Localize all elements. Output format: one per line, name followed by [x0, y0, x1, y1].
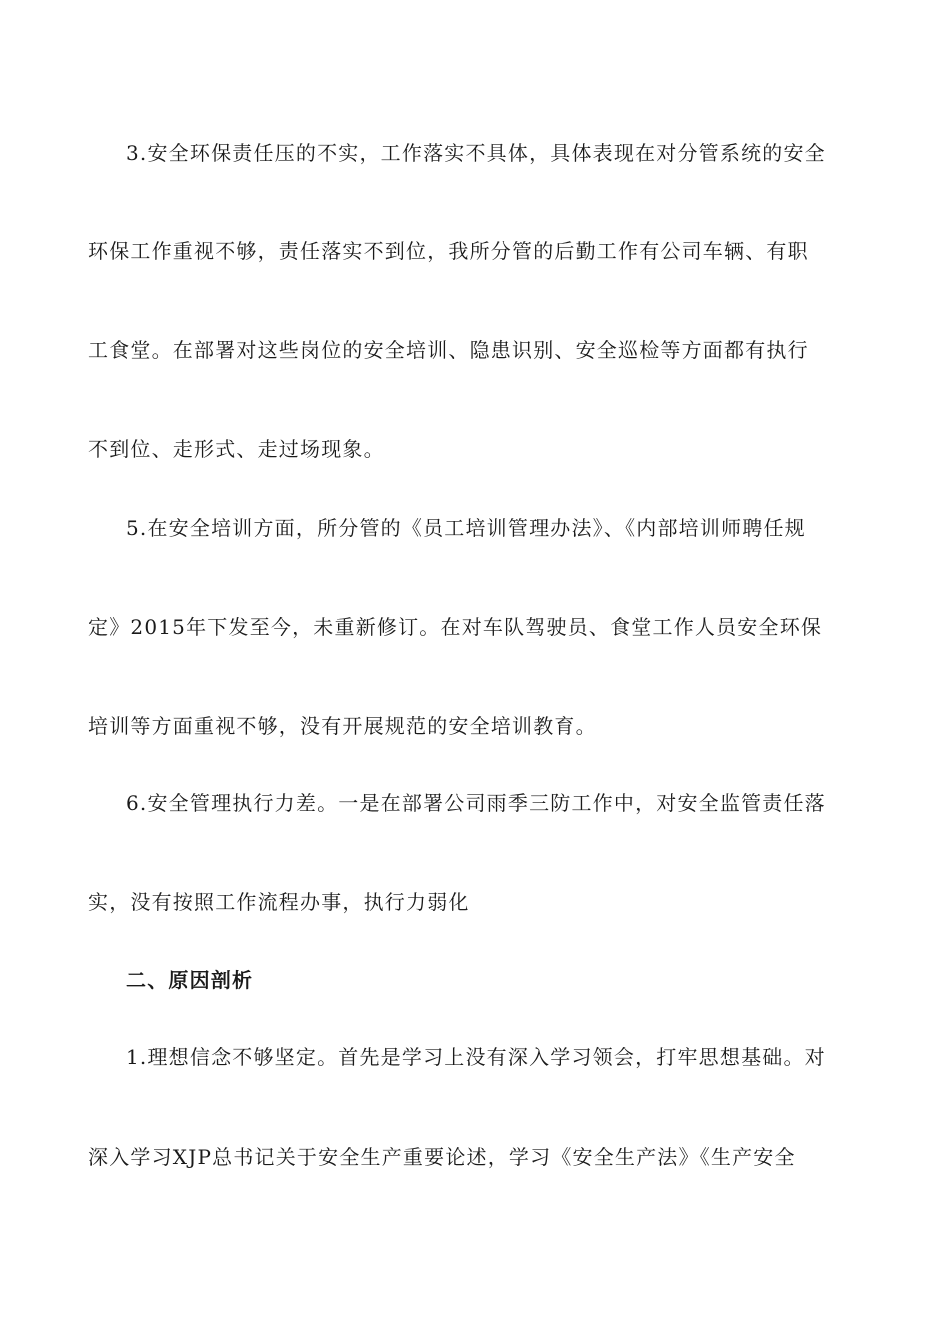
paragraph-6-line-1: 6.安全管理执行力差。一是在部署公司雨季三防工作中，对安全监管责任落 — [126, 791, 826, 815]
paragraph-cause-1-line-1: 1.理想信念不够坚定。首先是学习上没有深入学习领会，打牢思想基础。对 — [126, 1045, 826, 1069]
paragraph-3-line-3: 工食堂。在部署对这些岗位的安全培训、隐患识别、安全巡检等方面都有执行 — [88, 338, 809, 362]
section-heading: 二、原因剖析 — [126, 968, 254, 992]
paragraph-5-line-2: 定》2015年下发至今，未重新修订。在对车队驾驶员、食堂工作人员安全环保 — [88, 615, 823, 639]
paragraph-cause-1-line-2: 深入学习XJP总书记关于安全生产重要论述，学习《安全生产法》《生产安全 — [88, 1145, 796, 1169]
paragraph-6-line-2: 实，没有按照工作流程办事，执行力弱化 — [88, 890, 470, 914]
paragraph-3-line-4: 不到位、走形式、走过场现象。 — [88, 437, 385, 461]
paragraph-5-line-3: 培训等方面重视不够，没有开展规范的安全培训教育。 — [88, 714, 597, 738]
paragraph-3-line-1: 3.安全环保责任压的不实，工作落实不具体，具体表现在对分管系统的安全 — [126, 141, 826, 165]
paragraph-3-line-2: 环保工作重视不够，责任落实不到位，我所分管的后勤工作有公司车辆、有职 — [88, 239, 809, 263]
paragraph-5-line-1: 5.在安全培训方面，所分管的《员工培训管理办法》、《内部培训师聘任规 — [126, 516, 806, 540]
